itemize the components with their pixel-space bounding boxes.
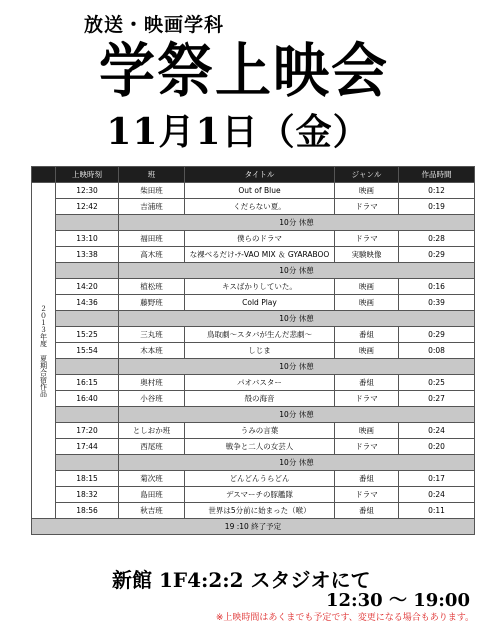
- break-time-blank: [56, 263, 119, 279]
- cell-group: 高木班: [119, 247, 185, 263]
- break-label: 10分 休憩: [119, 311, 475, 327]
- table-row: [32, 279, 475, 295]
- header-corner: [32, 167, 56, 183]
- cell-genre: ドラマ: [335, 391, 399, 407]
- header-time: 上映時刻: [56, 167, 119, 183]
- table-row: [32, 503, 475, 519]
- table-row: [32, 199, 475, 215]
- cell-time: 15:54: [56, 343, 119, 359]
- side-label-cell: [32, 183, 56, 519]
- table-row: [32, 487, 475, 503]
- time-range: 12:30 ～ 19:00: [325, 590, 470, 611]
- cell-length: 0:25: [399, 375, 475, 391]
- cell-title: デスマーチの豚艦隊: [185, 487, 335, 503]
- cell-length: 0:19: [399, 199, 475, 215]
- cell-genre: ドラマ: [335, 199, 399, 215]
- break-label: 10分 休憩: [119, 215, 475, 231]
- break-time-blank: [56, 359, 119, 375]
- cell-title: うみの言葉: [185, 423, 335, 439]
- table-row: [32, 423, 475, 439]
- cell-genre: 映画: [335, 183, 399, 199]
- cell-title: どんどんうらどん: [185, 471, 335, 487]
- cell-time: 18:32: [56, 487, 119, 503]
- cell-genre: 番組: [335, 503, 399, 519]
- cell-length: 0:28: [399, 231, 475, 247]
- cell-genre: ドラマ: [335, 439, 399, 455]
- break-row: [32, 455, 475, 471]
- cell-time: 12:30: [56, 183, 119, 199]
- break-label: 10分 休憩: [119, 263, 475, 279]
- cell-length: 0:08: [399, 343, 475, 359]
- cell-length: 0:39: [399, 295, 475, 311]
- table-row: [32, 295, 475, 311]
- header-genre: ジャンル: [335, 167, 399, 183]
- break-time-blank: [56, 311, 119, 327]
- cell-title: 僕らのドラマ: [185, 231, 335, 247]
- break-row: [32, 407, 475, 423]
- cell-title: Cold Play: [185, 295, 335, 311]
- cell-genre: 番組: [335, 375, 399, 391]
- cell-group: 吉浦班: [119, 199, 185, 215]
- header-group: 班: [119, 167, 185, 183]
- cell-title: くだらない夏。: [185, 199, 335, 215]
- cell-group: 島田班: [119, 487, 185, 503]
- cell-title: な裸べるだけ-ﾃ-VAO MIX ＆ GYARABOO: [185, 247, 335, 263]
- cell-group: 福田班: [119, 231, 185, 247]
- cell-genre: 番組: [335, 471, 399, 487]
- cell-group: 小谷班: [119, 391, 185, 407]
- cell-genre: 番組: [335, 327, 399, 343]
- venue-text: 新館 1F4:2:2 スタジオにて: [112, 568, 371, 592]
- cell-group: 木本班: [119, 343, 185, 359]
- header-title: タイトル: [185, 167, 335, 183]
- cell-title: 鳥取劇～スタバが生んだ悲劇～: [185, 327, 335, 343]
- cell-length: 0:29: [399, 247, 475, 263]
- department-name: 放送・映画学科: [83, 14, 224, 36]
- cell-length: 0:16: [399, 279, 475, 295]
- schedule-table: [31, 166, 475, 535]
- cell-length: 0:20: [399, 439, 475, 455]
- cell-group: 柴田班: [119, 183, 185, 199]
- cell-group: 三丸班: [119, 327, 185, 343]
- break-row: [32, 215, 475, 231]
- break-label: 10分 休憩: [119, 455, 475, 471]
- event-title: 学祭上映会: [99, 37, 389, 106]
- break-label: 10分 休憩: [119, 359, 475, 375]
- table-row: [32, 231, 475, 247]
- end-label: 19 :10 終了予定: [32, 519, 475, 535]
- cell-time: 16:40: [56, 391, 119, 407]
- cell-length: 0:11: [399, 503, 475, 519]
- event-date: 11月1日（金）: [106, 111, 370, 153]
- cell-time: 18:15: [56, 471, 119, 487]
- cell-title: 戦争と二人の女芸人: [185, 439, 335, 455]
- table-row: [32, 343, 475, 359]
- cell-time: 13:38: [56, 247, 119, 263]
- cell-genre: 映画: [335, 343, 399, 359]
- table-row: [32, 391, 475, 407]
- break-row: [32, 359, 475, 375]
- cell-group: 西尾班: [119, 439, 185, 455]
- cell-time: 12:42: [56, 199, 119, 215]
- header-length: 作品時間: [399, 167, 475, 183]
- table-header-row: [32, 167, 475, 183]
- cell-length: 0:24: [399, 423, 475, 439]
- cell-title: しじま: [185, 343, 335, 359]
- cell-time: 14:20: [56, 279, 119, 295]
- disclaimer-note: ※上映時間はあくまでも予定です、変更になる場合もあります。: [215, 613, 474, 623]
- cell-genre: 映画: [335, 279, 399, 295]
- cell-group: 植松班: [119, 279, 185, 295]
- cell-length: 0:27: [399, 391, 475, 407]
- cell-genre: ドラマ: [335, 231, 399, 247]
- cell-group: 秋吉班: [119, 503, 185, 519]
- cell-genre: 映画: [335, 423, 399, 439]
- cell-title: 世界は5分前に始まった（喉）: [185, 503, 335, 519]
- table-row: [32, 247, 475, 263]
- cell-time: 14:36: [56, 295, 119, 311]
- table-row: [32, 471, 475, 487]
- table-row: [32, 375, 475, 391]
- break-time-blank: [56, 215, 119, 231]
- cell-time: 16:15: [56, 375, 119, 391]
- side-label: ２０１３年度 夏期合宿作品: [39, 304, 48, 397]
- cell-title: キスばかりしていた。: [185, 279, 335, 295]
- cell-length: 0:24: [399, 487, 475, 503]
- cell-group: 藤野班: [119, 295, 185, 311]
- table-row: [32, 439, 475, 455]
- cell-length: 0:29: [399, 327, 475, 343]
- cell-group: 奥村班: [119, 375, 185, 391]
- break-time-blank: [56, 407, 119, 423]
- cell-title: 殻の海音: [185, 391, 335, 407]
- cell-time: 18:56: [56, 503, 119, 519]
- cell-genre: 実験映像: [335, 247, 399, 263]
- table-row: [32, 327, 475, 343]
- cell-genre: 映画: [335, 295, 399, 311]
- cell-time: 17:44: [56, 439, 119, 455]
- cell-group: 菊次班: [119, 471, 185, 487]
- table-row: [32, 183, 475, 199]
- end-row: [32, 519, 475, 535]
- schedule-body: [32, 183, 475, 535]
- break-time-blank: [56, 455, 119, 471]
- cell-time: 15:25: [56, 327, 119, 343]
- cell-time: 17:20: [56, 423, 119, 439]
- cell-group: としおか班: [119, 423, 185, 439]
- break-label: 10分 休憩: [119, 407, 475, 423]
- cell-length: 0:12: [399, 183, 475, 199]
- cell-genre: ドラマ: [335, 487, 399, 503]
- cell-length: 0:17: [399, 471, 475, 487]
- cell-time: 13:10: [56, 231, 119, 247]
- cell-title: パオバスター: [185, 375, 335, 391]
- break-row: [32, 263, 475, 279]
- break-row: [32, 311, 475, 327]
- cell-title: Out of Blue: [185, 183, 335, 199]
